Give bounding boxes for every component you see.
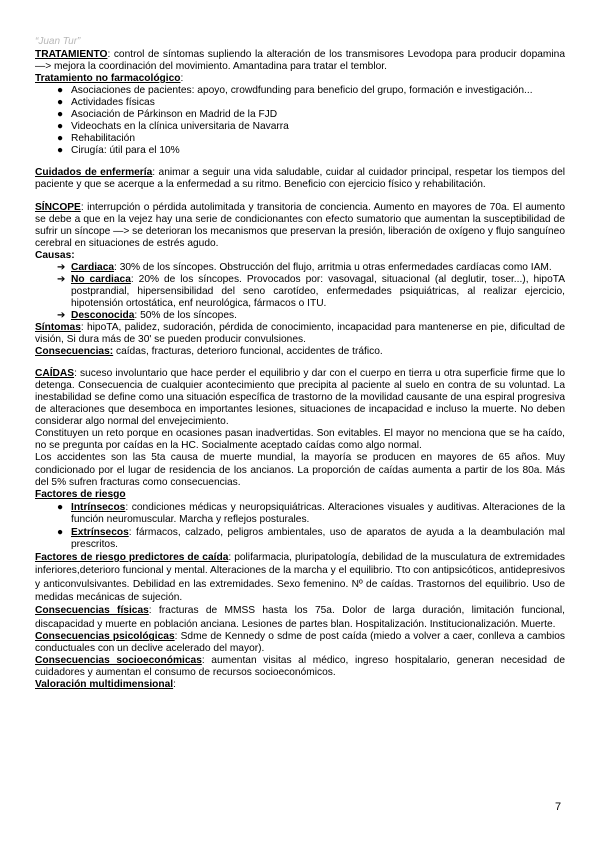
tratamiento-label: TRATAMIENTO [35,49,108,60]
bullet-icon: ● [57,97,64,109]
list-item: ● Rehabilitación [57,133,135,145]
bullet-icon: ● [57,109,64,121]
arrow-right-icon: ➔ [57,273,66,285]
no-farmaco-title: Tratamiento no farmacológico: [35,73,184,85]
tratamiento-text: : control de síntomas supliendo la alteración de los transmisores Levodopa para producir dopamina —> mejora la coordinación del movimiento. Amantadina para tratar el temblor. [35,49,565,73]
sincope-paragraph: SÍNCOPE: interrupción o pérdida autolimitada y transitoria de conciencia. Aumento en mayores de 70a. El aumento se debe a que en la vejez hay una serie de condicionantes con efecto sumatorio que aumentan la susceptibilidad de sufrir un síncope —> se deterioran los mecanismos que preservan la presión, liberación de oxígeno y flujo sanguíneo cerebral en situaciones de estrés agudo. [35,201,565,249]
causas-list [35,262,565,322]
sintomas-paragraph: Síntomas: hipoTA, palidez, sudoración, pérdida de conocimiento, incapacidad para mantenerse en pie, dificultad de visión, Si dura más de 30' se pueden producir convulsiones. [35,321,565,346]
page-number: 7 [555,801,562,813]
list-item: ● Asociación de Párkinson en Madrid de la FJD [57,109,278,121]
socioeconomicas-paragraph: Consecuencias socioeconómicas: aumentan visitas al médico, ingreso hospitalario, generan necesidad de cuidadores y aumentan el consumo de recursos socioeconómicos. [35,655,565,679]
bullet-icon: ● [57,526,64,538]
list-item: ➔ Desconocida: 50% de los síncopes. [57,309,237,321]
document-header: “Juan Tur” [35,36,81,47]
caidas-paragraph-2: Constituyen un reto porque en ocasiones pasan inadvertidas. Son evitables. El mayor no menciona que se ha caído, no se pregunta por caídas en la HC. Socialmente aceptado caídas como algo normal. [35,428,565,452]
fisicas-paragraph: Consecuencias físicas: fracturas de MMSS hasta los 75a. Dolor de larga duración, limitación funcional, discapacidad y muerte en población anciana. Lesiones de partes blan. Hospitalización. Institucionalización. Muerte. [35,605,565,630]
consecuencias-paragraph: Consecuencias: caídas, fracturas, deterioro funcional, accidentes de tráfico. [35,346,383,358]
cuidados-paragraph: Cuidados de enfermería: animar a seguir una vida saludable, cuidar al cuidador principal, respetar los tiempos del paciente y que se acerque a la enfermedad a su ritmo. Beneficio con ejercicio físico y rehabilitación. [35,167,566,191]
list-item: ● Intrínsecos: condiciones médicas y neuropsiquiátricas. Alteraciones visuales y auditivas. Alteraciones de la función neuromuscular. Marcha y reflejos posturales. [57,501,565,525]
bullet-icon: ● [57,85,64,97]
bullet-icon: ● [57,501,64,513]
causas-title: Causas: [35,249,75,261]
tratamiento-paragraph [35,49,565,73]
list-item: ● Videochats en la clínica universitaria de Navarra [57,121,289,133]
factores-title: Factores de riesgo [35,488,126,500]
list-item: ● Asociaciones de pacientes: apoyo, crowdfunding para beneficio del grupo, formación e investigación... [57,85,533,97]
list-item: ● Actividades físicas [57,97,155,109]
predictores-paragraph: Factores de riesgo predictores de caída: polifarmacia, pluripatología, debilidad de la musculatura de extremidades inferiores,deterioro funcional y mental. Alteraciones de la marcha y el equilibrio. Tto con antipsicóticos, antidepresivos y anticonvulsivantes. Debilidad en las extremidades. Sexo femenino. Nº de caídas. Trastornos del equilibrio. Uso de medidas mecánicas de sujeción. [35,551,565,604]
document-body [35,37,565,692]
bullet-icon: ● [57,145,64,157]
valoracion-title: Valoración multidimensional: [35,679,176,691]
list-item: ➔ Cardiaca: 30% de los síncopes. Obstrucción del flujo, arritmia u otras enfermedades cardíacas como IAM. [57,261,552,273]
psicologicas-paragraph: Consecuencias psicológicas: Sdme de Kennedy o sdme de post caída (miedo a volver a caer, conlleva a cambios conductuales con un declive acelerado del mayor). [35,631,565,655]
list-item: ● Extrínsecos: fármacos, calzado, peligros ambientales, uso de aparatos de ayuda a la deambulación mal prescritos. [57,526,565,550]
bullet-icon: ● [57,121,64,133]
list-item: ➔ No cardiaca: 20% de los síncopes. Provocados por: vasovagal, situacional (al deglutir, toser...), hipoTA postprandial, hipersensibilidad del seno carotídeo, enfermedades psiquiátricas, al realizar ejercicio, hipotensión ortostática, enf neurológica, fármacos o ITU. [57,273,565,309]
arrow-right-icon: ➔ [57,261,66,273]
caidas-paragraph-3: Los accidentes son las 5ta causa de muerte mundial, la mayoría se producen en mayores de 65 años. Muy condicionado por el lugar de residencia de los ancianos. La proporción de caídas aumenta a partir de los 80a. Más del 5% sufren fracturas como consecuencias. [35,452,565,488]
no-farmaco-list [35,85,565,157]
list-item: ● Cirugía: útil para el 10% [57,145,180,157]
arrow-right-icon: ➔ [57,309,66,321]
factores-list [35,502,565,551]
caidas-paragraph: CAÍDAS: suceso involuntario que hace perder el equilibrio y dar con el cuerpo en tierra u otra superficie firme que lo detenga. Consecuencia de cualquier acontecimiento que precipita al paciente al suelo en contra de su voluntad. La inestabilidad se define como una situación específica de trastorno de la movilidad causante de una espiral progresiva de alteraciones que desemboca en importantes lesiones, situaciones de incapacidad e incluso la muerte. No deben considerar algo normal del envejecimiento. [35,368,565,428]
bullet-icon: ● [57,133,64,145]
